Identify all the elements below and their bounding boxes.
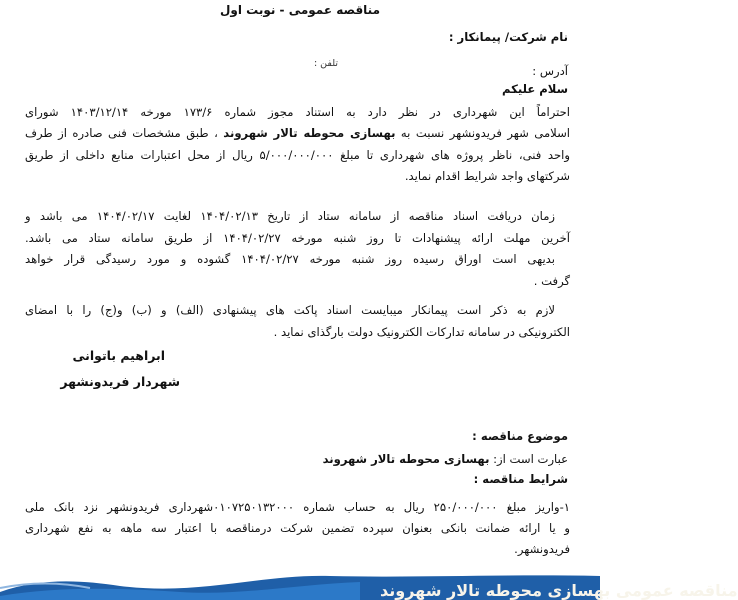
notice-title: مناقصه عمومی - نوبت اول bbox=[219, 3, 381, 17]
signatory-name: ابراهیم باتوانی bbox=[72, 348, 165, 363]
body-line-text: گرفت . bbox=[533, 274, 570, 288]
body-line-text: ، طبق مشخصات فنی صادره از طرف bbox=[25, 126, 224, 140]
body-line-text: واحد فنی، ناظر پروژه های شهرداری تا مبلغ ۵/۰۰۰/۰۰۰/۰۰۰ ریال از محل اعتبارات منابع داخلی از طریق bbox=[25, 148, 570, 162]
body-line-text: اسلامی شهر فریدونشهر نسبت به bbox=[395, 126, 571, 140]
body-line bbox=[25, 145, 570, 165]
body-line bbox=[25, 322, 570, 342]
footer-banner-text: مناقصه عمومی بهسازی محوطه تالار شهروند bbox=[380, 581, 738, 600]
condition-line: ۱-واریز مبلغ ۲۵۰/۰۰۰/۰۰۰ ریال به حساب شماره ۰۱۰۷۲۵۰۱۳۲۰۰۰شهرداری فریدونشهر نزد بانک ملی bbox=[25, 500, 570, 514]
body-line bbox=[25, 300, 555, 320]
condition-line: فریدونشهر. bbox=[514, 542, 570, 556]
subject-label: موضوع مناقصه : bbox=[472, 429, 568, 443]
body-line bbox=[25, 271, 570, 291]
body-line bbox=[25, 249, 555, 269]
body-line-text: زمان دریافت اسناد مناقصه از سامانه ستاد از تاریخ ۱۴۰۴/۰۲/۱۳ لغایت ۱۴۰۴/۰۲/۱۷ می باشد و bbox=[25, 209, 556, 223]
phone-field-label: تلفن : bbox=[313, 58, 338, 69]
subject-value: بهسازی محوطه تالار شهروند bbox=[322, 452, 490, 466]
body-line bbox=[25, 102, 570, 122]
body-line bbox=[25, 123, 570, 143]
body-line-text: احتراماً این شهرداری در نظر دارد به استناد مجوز شماره ۱۷۳/۶ مورخه ۱۴۰۳/۱۲/۱۴ شورای bbox=[25, 105, 570, 119]
body-line-text: شرکتهای واجد شرایط اقدام نماید. bbox=[404, 169, 570, 183]
conditions-label: شرایط مناقصه : bbox=[473, 472, 568, 486]
body-line-text: الکترونیکی در سامانه تدارکات الکترونیک دولت بارگذای نماید . bbox=[273, 325, 570, 339]
footer-banner bbox=[0, 574, 738, 600]
company-field-label: نام شرکت/ پیمانکار : bbox=[448, 30, 568, 44]
subject-line bbox=[323, 452, 568, 466]
body-line-text: بدیهی است اوراق رسیده روز شنبه مورخه ۱۴۰۴/۰۲/۲۷ گشوده و مورد رسیدگی قرار خواهد bbox=[25, 252, 555, 266]
signatory-position: شهردار فریدونشهر bbox=[60, 374, 180, 389]
body-line bbox=[25, 206, 555, 226]
body-line-text: آخرین مهلت ارائه پیشنهادات تا روز شنبه مورخه ۱۴۰۴/۰۲/۲۷ از طریق سامانه ستاد می باشد. bbox=[25, 231, 570, 245]
greeting: سلام علیکم bbox=[502, 82, 568, 96]
body-line-text: لازم به ذکر است پیمانکار میبایست اسناد پاکت های پیشنهادی (الف) و (ب) و(ج) را با امضای bbox=[25, 303, 555, 317]
address-field-label: آدرس : bbox=[532, 64, 568, 78]
condition-line: و یا ارائه ضمانت بانکی بعنوان سپرده تضمین شرکت درمناقصه با اعتبار سه ماهه به نفع شهرداری bbox=[25, 521, 570, 535]
body-line-emphasis: بهسازی محوطه تالار شهروند bbox=[223, 126, 396, 140]
body-line bbox=[25, 228, 570, 248]
subject-prefix: عبارت است از: bbox=[489, 452, 568, 466]
body-line bbox=[25, 166, 570, 186]
